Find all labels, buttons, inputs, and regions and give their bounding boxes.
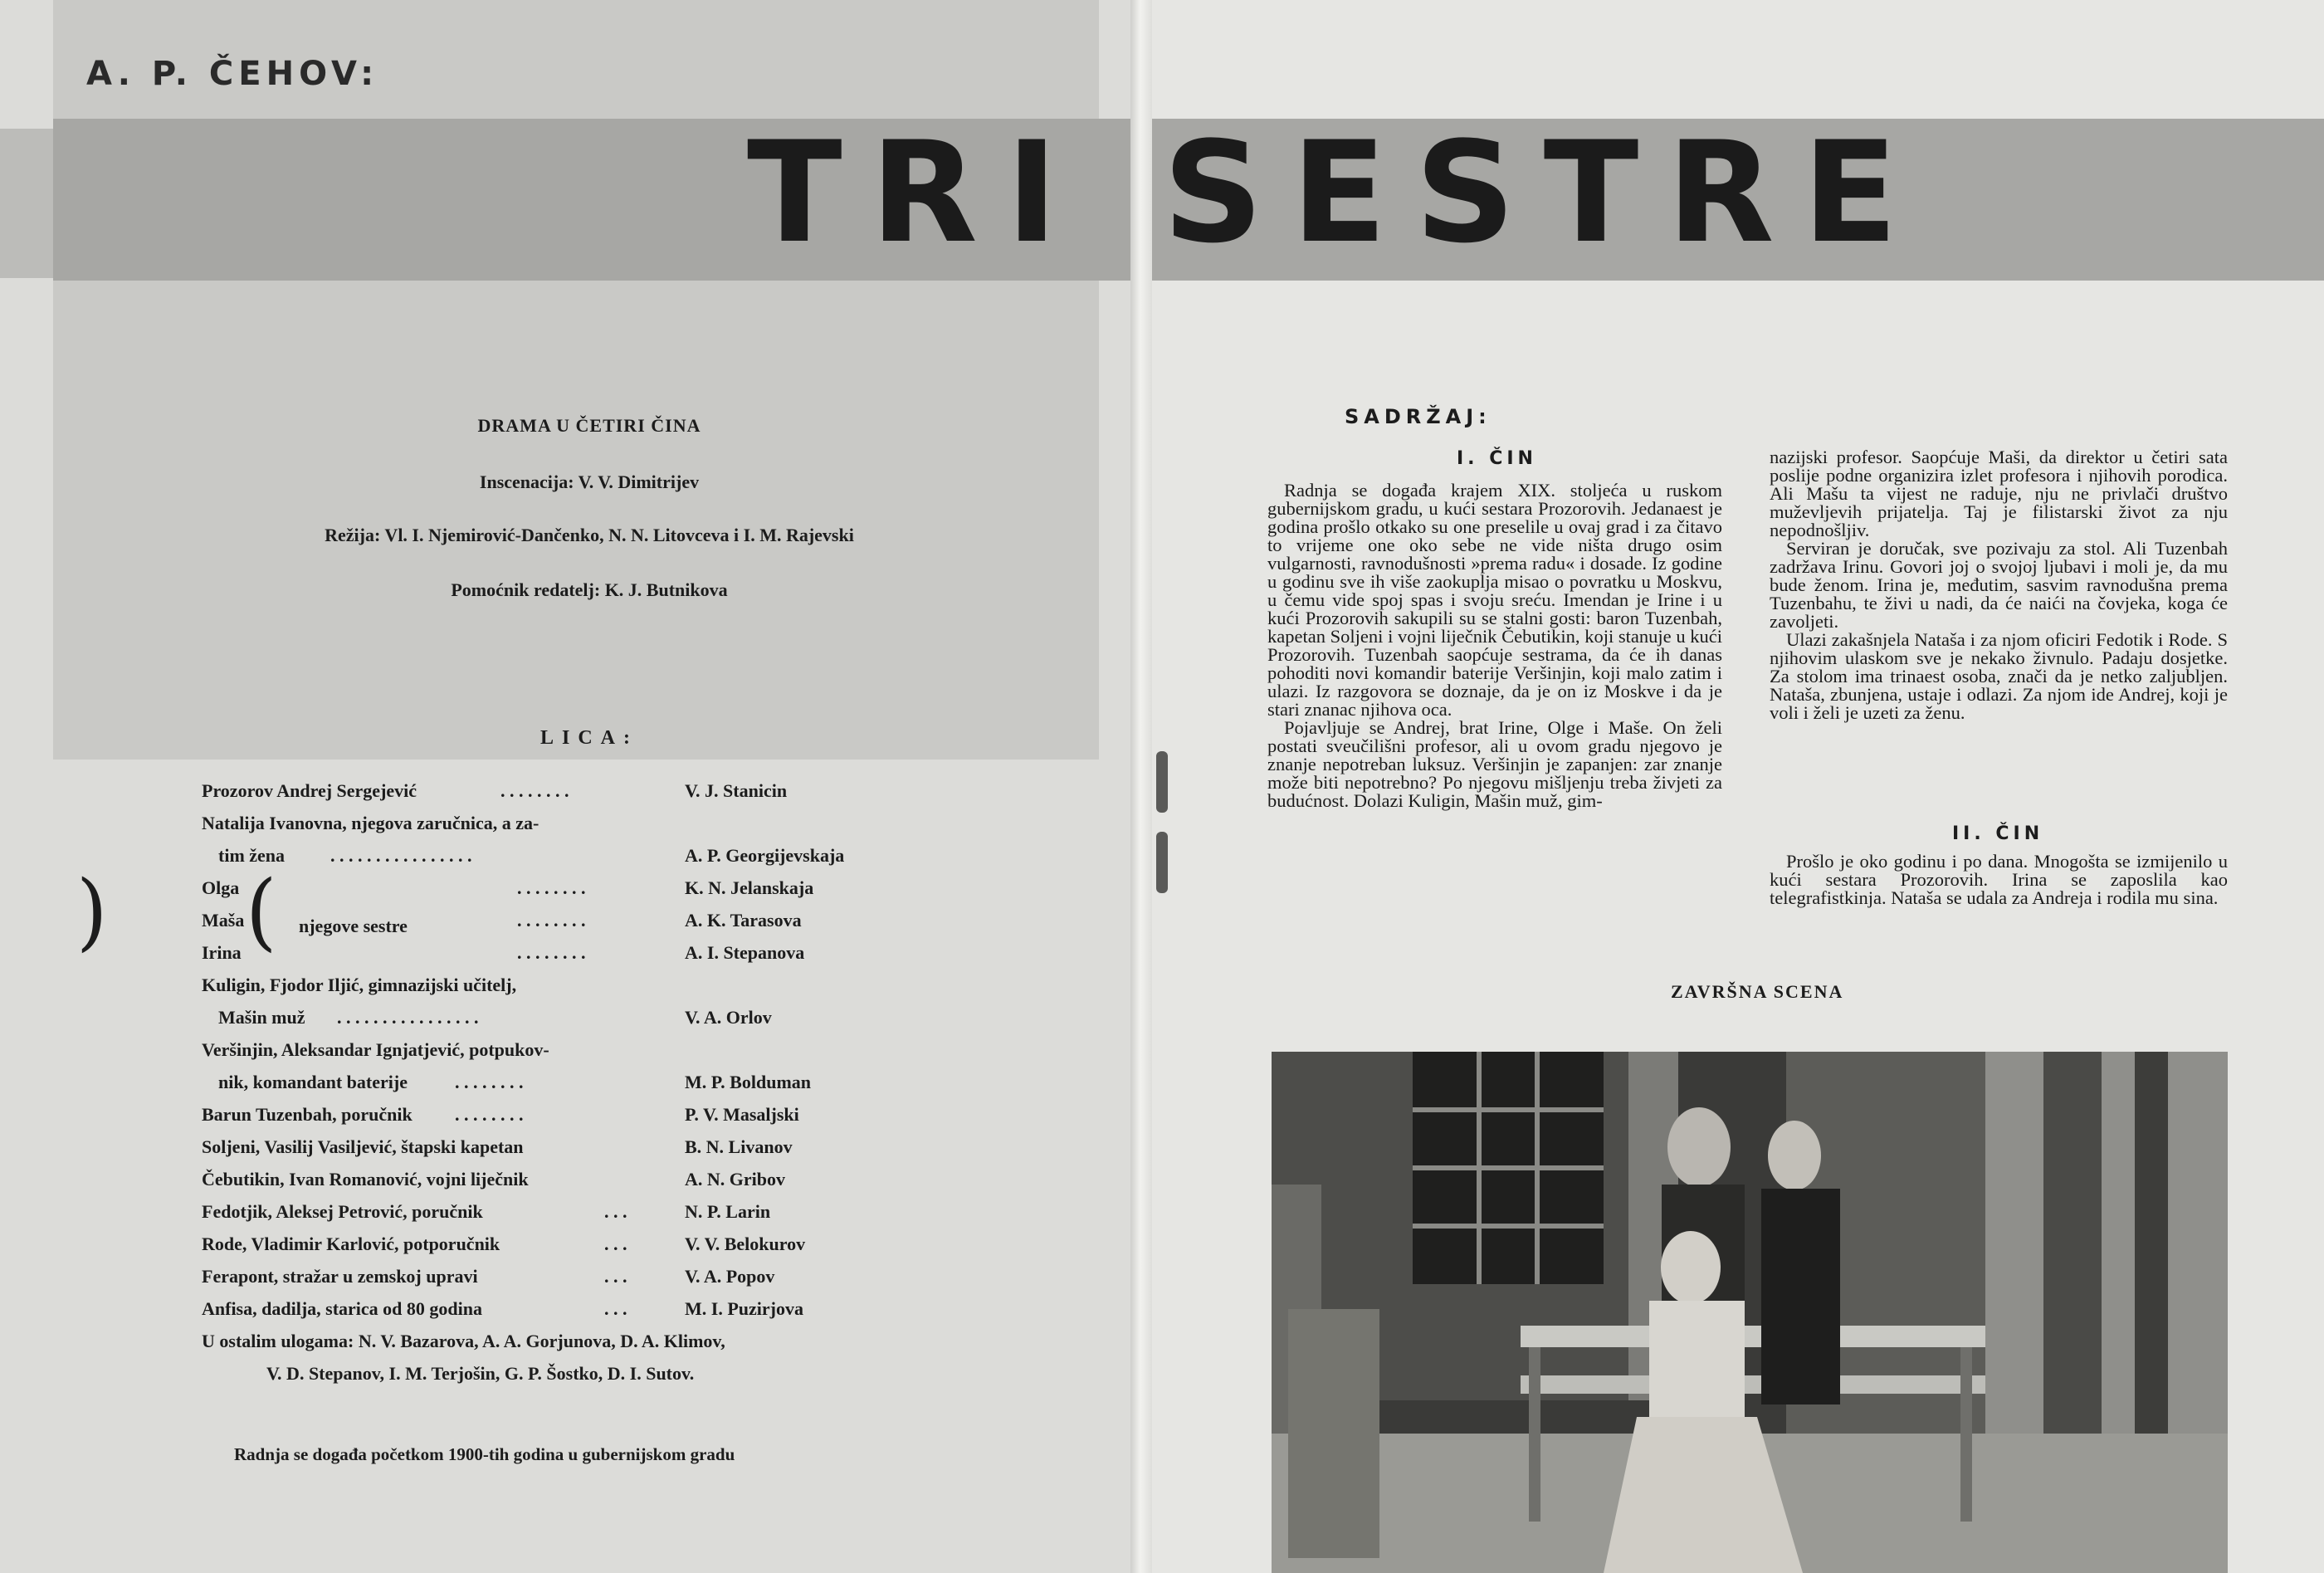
act1-paragraph: Radnja se događa krajem XIX. stoljeća u ruskom gubernijskom gradu, u kući sestara Prozorovih. Jedanaest je godina prošlo otkako su one preselile u ovaj grad i za čitavo to vrijeme one oko sebe ne vide ništa drugo osim vulgarnosti, ravnodušnosti »prema radu« i dosade. Iz godine u godinu sve ih više zaokuplja misao o povratku u Moskvu, u čemu vide spoj spas i svoju sreću. Imendan je Irine i u kući Prozorovih sakupili su se stalni gosti: baron Tuzenbah, kapetan Soljeni i vojni liječnik Čebutikin, koji stanuje u kući Prozorovih. Tuzenbah saopćuje sestrama, da će ih danas pohoditi novi komandir baterije Veršinjin, koji malo zatim i ulazi. Iz razgovora se doznaje, da je on iz Moskve i da je stari znanac njihova oca. (1267, 480, 1722, 720)
act1-paragraph: Serviran je doručak, sve pozivaju za stol. Ali Tuzenbah zadržava Irinu. Govori joj o svojoj ljubavi i moli je, da mu bude ženom. Irina je, međutim, sasvim ravnodušna prema Tuzenbahu, te živi u nadi, da će naići na čovjeka, koga će zavoljeti. (1770, 538, 2228, 632)
cast-row (202, 1298, 949, 1330)
staging-line: Inscenacija: V. V. Dimitrijev (479, 471, 700, 492)
cast-row (202, 1331, 949, 1362)
cast-leader-dots: . . . . . . . . (517, 910, 586, 931)
cast-row (202, 1233, 949, 1265)
cast-role: Rode, Vladimir Karlović, potporučnik (202, 1233, 500, 1254)
left-brace: ) (76, 862, 108, 960)
genre-line: DRAMA U ČETIRI ČINA (477, 415, 701, 436)
cast-row (202, 780, 949, 812)
synopsis-column-2 (1770, 448, 2228, 722)
cast-leader-dots: . . . . . . . . . . . . . . . . (330, 845, 472, 866)
cast-row (202, 1266, 949, 1297)
cast-role: Natalija Ivanovna, njegova zaručnica, a za- (202, 813, 540, 833)
cast-role: Maša (202, 910, 245, 931)
act2-heading: II. ČIN (1952, 823, 2044, 844)
cast-actor: P. V. Masaljski (685, 1104, 799, 1125)
act1-heading: I. ČIN (1457, 448, 1537, 469)
direction-line: Režija: Vl. I. Njemirović-Dančenko, N. N. Litovceva i I. M. Rajevski (325, 525, 854, 545)
cast-row (202, 1201, 949, 1233)
cast-role: Irina (202, 942, 242, 963)
act2-paragraph: Prošlo je oko godinu i po dana. Mnogošta se izmijenilo u kući sestara Prozorovih. Irina se zaposlila kao telegrafistkinja. Nataša se udala za Andreja i rodila mu sina. (1770, 851, 2228, 908)
cast-leader-dots: . . . . . . . . (455, 1104, 524, 1125)
cast-actor: A. P. Georgijevskaja (685, 845, 845, 866)
cast-leader-dots: . . . . . . . . (500, 780, 569, 801)
cast-role: Mašin muž (218, 1007, 305, 1028)
synopsis-act2 (1770, 852, 2228, 907)
sisters-label: njegove sestre (299, 916, 408, 936)
cast-row (202, 1136, 949, 1168)
cast-leader-dots: . . . . . . . . (517, 942, 586, 963)
setting-line: Radnja se događa početkom 1900-tih godina u gubernijskom gradu (234, 1444, 735, 1464)
cast-row (202, 1007, 949, 1038)
assistant-director-line: Pomoćnik redatelj: K. J. Butnikova (451, 579, 728, 600)
cast-actor: A. N. Gribov (685, 1169, 785, 1190)
right-brace: ( (246, 862, 277, 960)
synopsis-column-1 (1267, 481, 1722, 810)
cast-role: Prozorov Andrej Sergejević (202, 780, 417, 801)
final-scene-photo (1272, 1052, 2228, 1573)
cast-row (202, 1363, 949, 1395)
cast-row (202, 877, 949, 909)
cast-actor: A. K. Tarasova (685, 910, 802, 931)
photo-caption: ZAVRŠNA SCENA (1671, 981, 1844, 1002)
act1-paragraph: Ulazi zakašnjela Nataša i za njom oficiri Fedotik i Rode. S njihovim ulaskom sve je nekako živnulo. Padaju dosjetke. Za stolom ima trinaest osoba, znači da je netko zaljubljen. Nataša, zbunjena, ustaje i odlazi. Za njom ide Andrej, koji je voli i želi je uzeti za ženu. (1770, 629, 2228, 723)
cast-leader-dots: . . . (604, 1298, 627, 1319)
cast-leader-dots: . . . (604, 1233, 627, 1254)
cast-row (202, 813, 949, 844)
cast-role: U ostalim ulogama: N. V. Bazarova, A. A. Gorjunova, D. A. Klimov, (202, 1331, 725, 1351)
cast-actor: K. N. Jelanskaja (685, 877, 814, 898)
cast-role: tim žena (218, 845, 286, 866)
cast-role: nik, komandant baterije (218, 1072, 408, 1092)
cast-row (202, 1039, 949, 1071)
cast-actor: V. J. Stanicin (685, 780, 788, 801)
cast-actor: M. P. Bolduman (685, 1072, 812, 1092)
cast-leader-dots: . . . . . . . . (517, 877, 586, 898)
cast-row (202, 1169, 949, 1200)
cast-leader-dots: . . . . . . . . . . . . . . . . (337, 1007, 479, 1028)
cast-role: Veršinjin, Aleksandar Ignjatjević, potpukov- (202, 1039, 549, 1060)
cast-row (202, 1072, 949, 1103)
cast-row (202, 942, 949, 974)
staple (1156, 832, 1168, 893)
cast-row (202, 1104, 949, 1136)
cast-heading: LICA: (540, 727, 638, 749)
cast-role: Čebutikin, Ivan Romanović, vojni liječnik (202, 1169, 529, 1190)
cast-actor: M. I. Puzirjova (685, 1298, 803, 1319)
act1-paragraph: nazijski profesor. Saopćuje Maši, da direktor u četiri sata poslije podne organizira izlet profesora i njihovih porodica. Ali Mašu ta vijest ne raduje, nju ne privlači društvo muževljevih prijatelja. Taj je filistarski život za nju nepodnošljiv. (1770, 447, 2228, 540)
cast-actor: V. A. Orlov (685, 1007, 772, 1028)
cast-actor: V. A. Popov (685, 1266, 775, 1287)
cast-actor: A. I. Stepanova (685, 942, 805, 963)
cast-role: Anfisa, dadilja, starica od 80 godina (202, 1298, 482, 1319)
staple (1156, 751, 1168, 813)
cast-leader-dots: . . . . . . . . (455, 1072, 524, 1092)
play-title: TRI SESTRE (747, 111, 1926, 274)
cast-leader-dots: . . . (604, 1266, 627, 1287)
cast-role: Kuligin, Fjodor Iljić, gimnazijski učitelj, (202, 975, 517, 995)
cast-actor: B. N. Livanov (685, 1136, 793, 1157)
title-band-edge (0, 129, 53, 278)
cast-role: V. D. Stepanov, I. M. Terjošin, G. P. Šostko, D. I. Sutov. (266, 1363, 695, 1384)
cast-actor: N. P. Larin (685, 1201, 771, 1222)
author-name: A. P. ČEHOV: (86, 55, 379, 93)
act1-paragraph: Pojavljuje se Andrej, brat Irine, Olge i Maše. On želi postati sveučilišni profesor, ali u ovom gradu njegovo je znanje nepotreban luksuz. Veršinjin je zapanjen: zar znanje može biti nepotrebno? Po njegovu mišljenju treba živjeti za budućnost. Dolazi Kuligin, Mašin muž, gim- (1267, 717, 1722, 811)
cast-role: Olga (202, 877, 240, 898)
cast-actor: V. V. Belokurov (685, 1233, 806, 1254)
synopsis-heading: SADRŽAJ: (1345, 405, 1492, 428)
cast-role: Fedotjik, Aleksej Petrović, poručnik (202, 1201, 483, 1222)
cast-role: Soljeni, Vasilij Vasiljević, štapski kapetan (202, 1136, 524, 1157)
cast-row (202, 975, 949, 1006)
cast-role: Barun Tuzenbah, poručnik (202, 1104, 413, 1125)
cast-row (202, 845, 949, 877)
cast-role: Ferapont, stražar u zemskoj upravi (202, 1266, 478, 1287)
cast-leader-dots: . . . (604, 1201, 627, 1222)
